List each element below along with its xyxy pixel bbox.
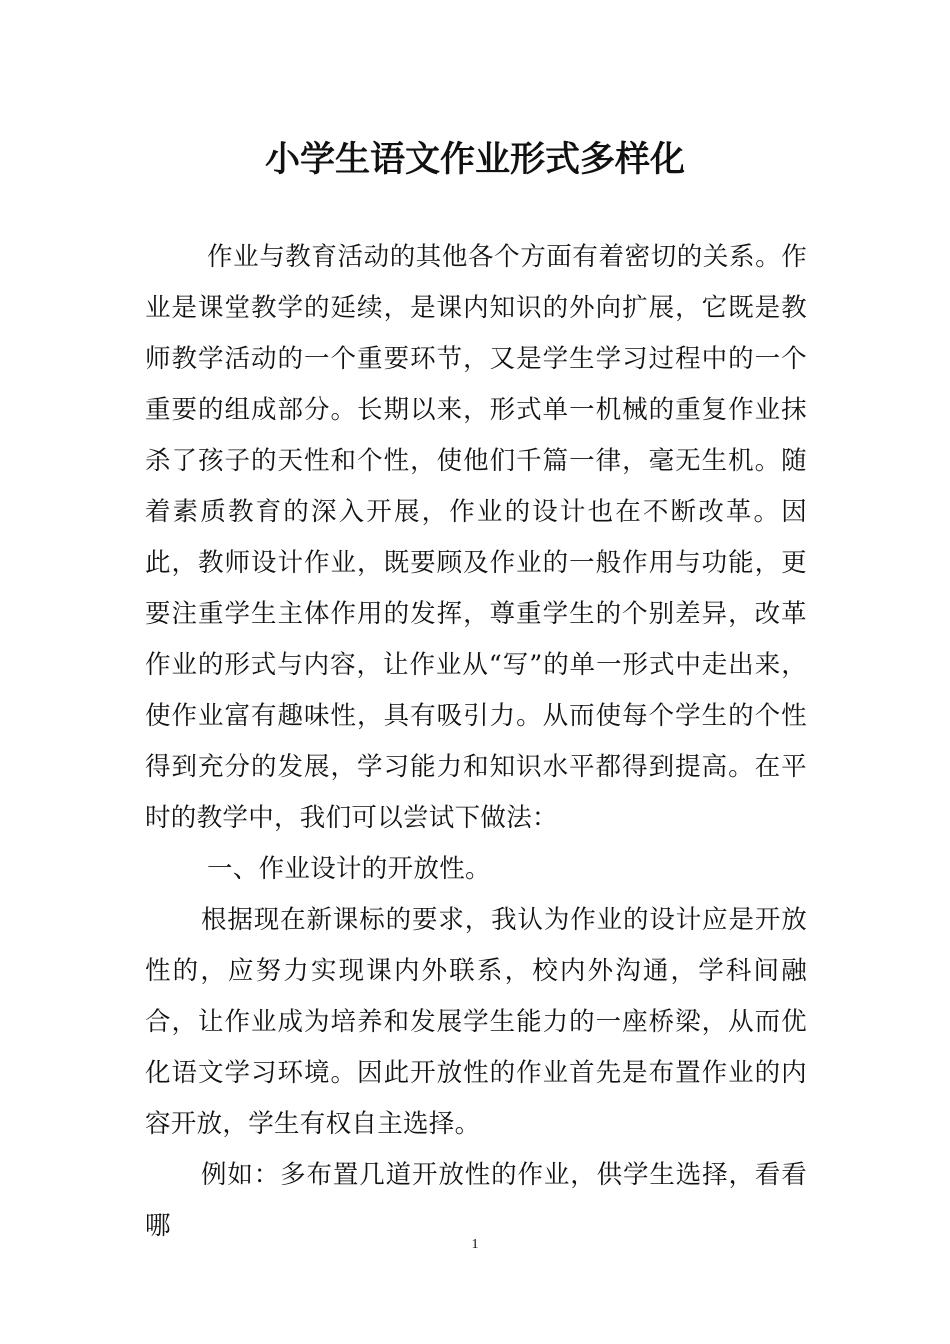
document-title: 小学生语文作业形式多样化 (264, 140, 685, 180)
paragraph-intro: 作业与教育活动的其他各个方面有着密切的关系。作业是课堂教学的延续，是课内知识的外向扩展，它既是教师教学活动的一个重要环节，又是学生学习过程中的一个重要的组成部分。长期以来，形式单一机械的重复作业抹杀了孩子的天性和个性，使他们千篇一律，毫无生机。随着素质教育的深入开展，作业的设计也在不断改革。因此，教师设计作业，既要顾及作业的一般作用与功能，更要注重学生主体作用的发挥，尊重学生的个别差异，改革作业的形式与内容，让作业从“写”的单一形式中走出来，使作业富有趣味性，具有吸引力。从而使每个学生的个性得到充分的发展，学习能力和知识水平都得到提高。在平时的教学中，我们可以尝试下做法： (145, 242, 807, 833)
paragraph-open-design: 根据现在新课标的要求，我认为作业的设计应是开放性的，应努力实现课内外联系，校内外沟通，学科间融合，让作业成为培养和发展学生能力的一座桥梁，从而优化语文学习环境。因此开放性的作业首先是布置作业的内容开放，学生有权自主选择。 (145, 905, 807, 1139)
section-heading-open-design: 一、作业设计的开放性。 (207, 854, 491, 884)
page-number: 1 (471, 1237, 479, 1252)
paragraph-example: 例如：多布置几道开放性的作业，供学生选择，看看哪 (145, 1160, 807, 1241)
document-body (145, 232, 807, 1252)
